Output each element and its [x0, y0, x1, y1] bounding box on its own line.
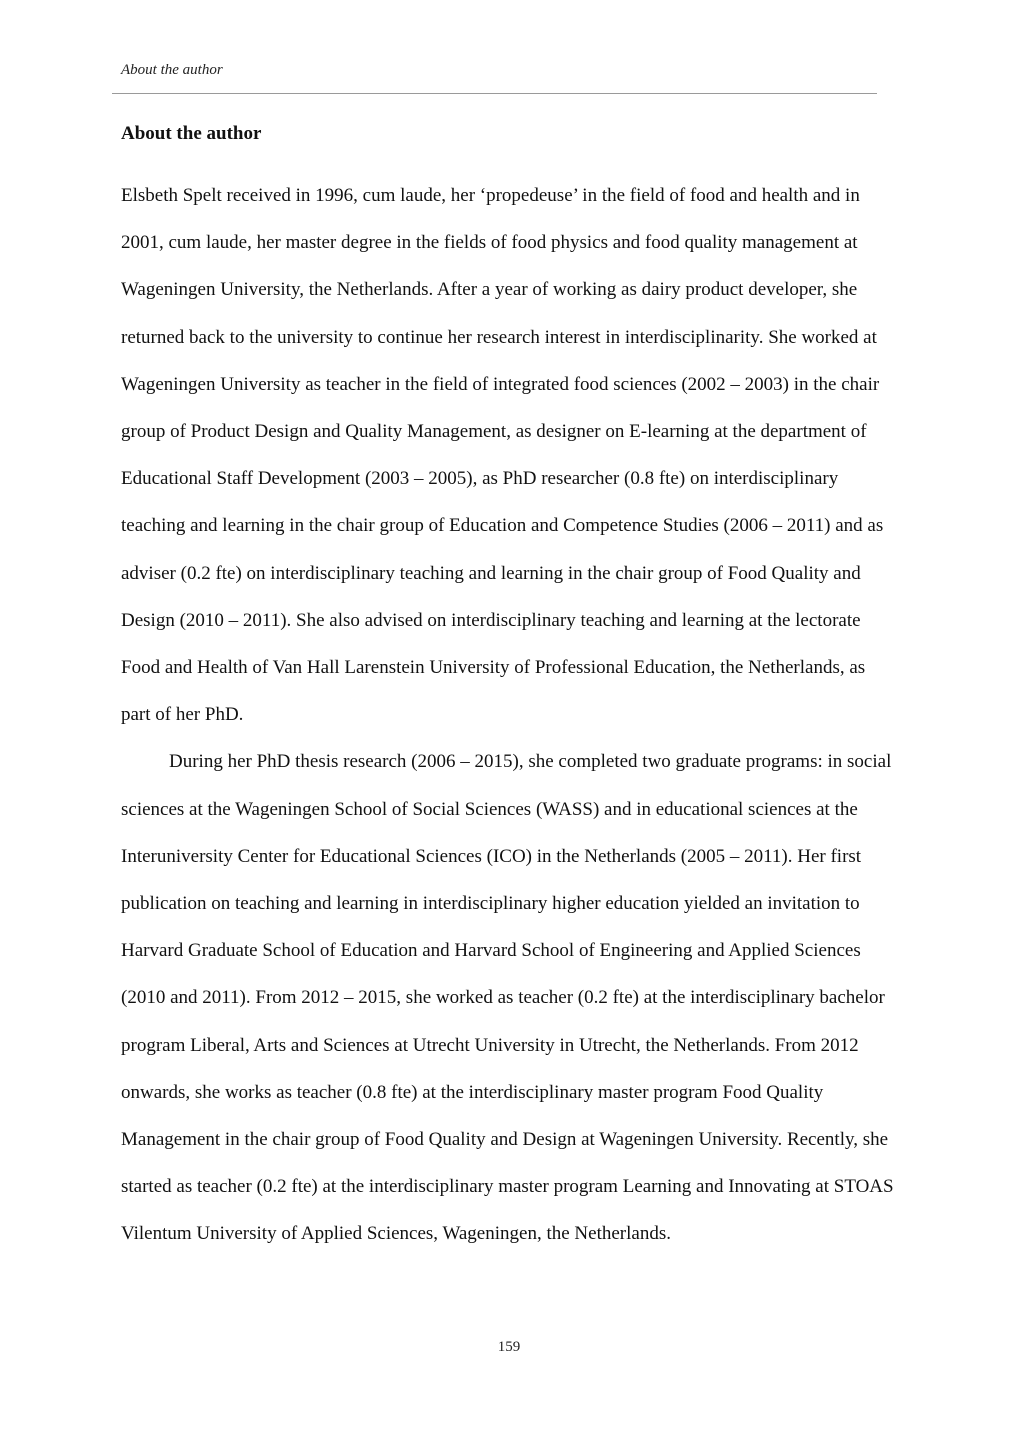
section-title: About the author: [121, 123, 262, 144]
paragraph-research-and-teaching: During her PhD thesis research (2006 – 2015), she completed two graduate programs: in social sciences at the Wageningen School of Social Sciences (WASS) and in educational sciences at the Interuniversity Center for Educational Sciences (ICO) in the Netherlands (2005 – 2011). Her first publication on teaching and learning in interdisciplinary higher education yielded an invitation to Harvard Graduate School of Education and Harvard School of Engineering and Applied Sciences (2010 and 2011). From 2012 – 2015, she worked as teacher (0.2 fte) at the interdisciplinary bachelor program Liberal, Arts and Sciences at Utrecht University in Utrecht, the Netherlands. From 2012 onwards, she works as teacher (0.8 fte) at the interdisciplinary master program Food Quality Management in the chair group of Food Quality and Design at Wageningen University. Recently, she started as teacher (0.2 fte) at the interdisciplinary master program Learning and Innovating at STOAS Vilentum University of Applied Sciences, Wageningen, the Netherlands.: [121, 751, 894, 1245]
body-text: [121, 172, 899, 1258]
page-number: 159: [497, 1339, 521, 1355]
running-header: About the author: [121, 62, 223, 78]
paragraph-career-summary: Elsbeth Spelt received in 1996, cum laude, her ‘propedeuse’ in the field of food and health and in 2001, cum laude, her master degree in the fields of food physics and food quality management at Wageningen University, the Netherlands. After a year of working as dairy product developer, she returned back to the university to continue her research interest in interdisciplinarity. She worked at Wageningen University as teacher in the field of integrated food sciences (2002 – 2003) in the chair group of Product Design and Quality Management, as designer on E-learning at the department of Educational Staff Development (2003 – 2005), as PhD researcher (0.8 fte) on interdisciplinary teaching and learning in the chair group of Education and Competence Studies (2006 – 2011) and as adviser (0.2 fte) on interdisciplinary teaching and learning in the chair group of Food Quality and Design (2010 – 2011). She also advised on interdisciplinary teaching and learning at the lectorate Food and Health of Van Hall Larenstein University of Professional Education, the Netherlands, as part of her PhD.: [121, 185, 884, 726]
header-divider: [112, 93, 877, 94]
